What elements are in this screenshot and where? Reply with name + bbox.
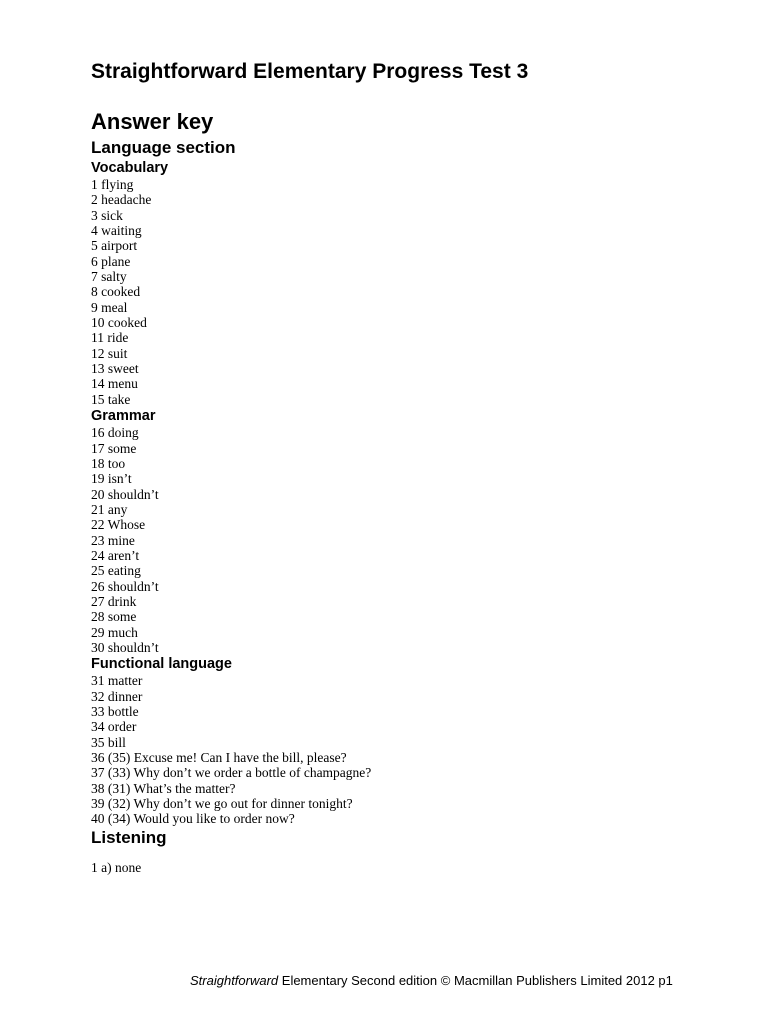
list-item: 30 shouldn’t: [91, 639, 159, 655]
list-item: 7 salty: [91, 269, 127, 285]
list-item: 33 bottle: [91, 704, 139, 719]
listening-list: [91, 860, 711, 875]
list-item: 20 shouldn’t: [91, 486, 159, 502]
list-item: 6 plane: [91, 253, 131, 269]
grammar-list: [91, 425, 711, 655]
list-item: 4 waiting: [91, 223, 142, 239]
list-item: 3 sick: [91, 207, 123, 223]
list-item: 25 eating: [91, 563, 141, 579]
list-item: 32 dinner: [91, 688, 143, 704]
list-item: 31 matter: [91, 673, 143, 689]
functional-language-list: [91, 673, 711, 826]
footer-copyright: Elementary Second edition © Macmillan Publishers Limited 2012 p1: [278, 973, 673, 988]
list-item: 39 (32) Why don’t we go out for dinner tonight?: [91, 796, 353, 812]
answer-key-heading: Answer key: [91, 109, 214, 134]
list-item: 16 doing: [91, 425, 139, 441]
list-item: 24 aren’t: [91, 547, 140, 563]
list-item: 21 any: [91, 501, 128, 517]
list-item: 5 airport: [91, 238, 138, 254]
list-item: 1 flying: [91, 177, 134, 192]
functional-language-heading: Functional language: [91, 656, 232, 673]
list-item: 37 (33) Why don’t we order a bottle of champagne?: [91, 765, 372, 781]
list-item: 17 some: [91, 440, 137, 456]
list-item: 35 bill: [91, 734, 126, 750]
list-item: 11 ride: [91, 330, 129, 346]
language-section-heading: Language section: [91, 138, 236, 157]
list-item: 14 menu: [91, 376, 138, 392]
document-page: [91, 58, 711, 875]
list-item: 19 isn’t: [91, 471, 132, 487]
list-item: 40 (34) Would you like to order now?: [91, 811, 295, 827]
list-item: 26 shouldn’t: [91, 578, 159, 594]
list-item: 2 headache: [91, 192, 152, 208]
list-item: 28 some: [91, 609, 137, 625]
list-item: 38 (31) What’s the matter?: [91, 780, 236, 796]
footer-book-title: Straightforward: [190, 973, 279, 988]
list-item: 15 take: [91, 391, 131, 407]
list-item: 9 meal: [91, 299, 128, 315]
list-item: 13 sweet: [91, 361, 139, 377]
list-item: 12 suit: [91, 345, 128, 361]
list-item: 18 too: [91, 455, 126, 471]
list-item: 36 (35) Excuse me! Can I have the bill, please?: [91, 750, 347, 766]
vocabulary-heading: Vocabulary: [91, 160, 169, 176]
grammar-heading: Grammar: [91, 408, 156, 425]
list-item: 34 order: [91, 719, 137, 735]
list-item: 1 a) none: [91, 859, 142, 875]
vocabulary-list: [91, 177, 711, 407]
list-item: 10 cooked: [91, 315, 147, 331]
list-item: 27 drink: [91, 593, 137, 609]
listening-heading: Listening: [91, 827, 167, 847]
document-title: Straightforward Elementary Progress Test 3: [91, 60, 529, 83]
list-item: 29 much: [91, 624, 138, 640]
page-footer: [190, 973, 673, 988]
list-item: 8 cooked: [91, 284, 141, 300]
list-item: 22 Whose: [91, 517, 146, 533]
list-item: 23 mine: [91, 532, 135, 548]
